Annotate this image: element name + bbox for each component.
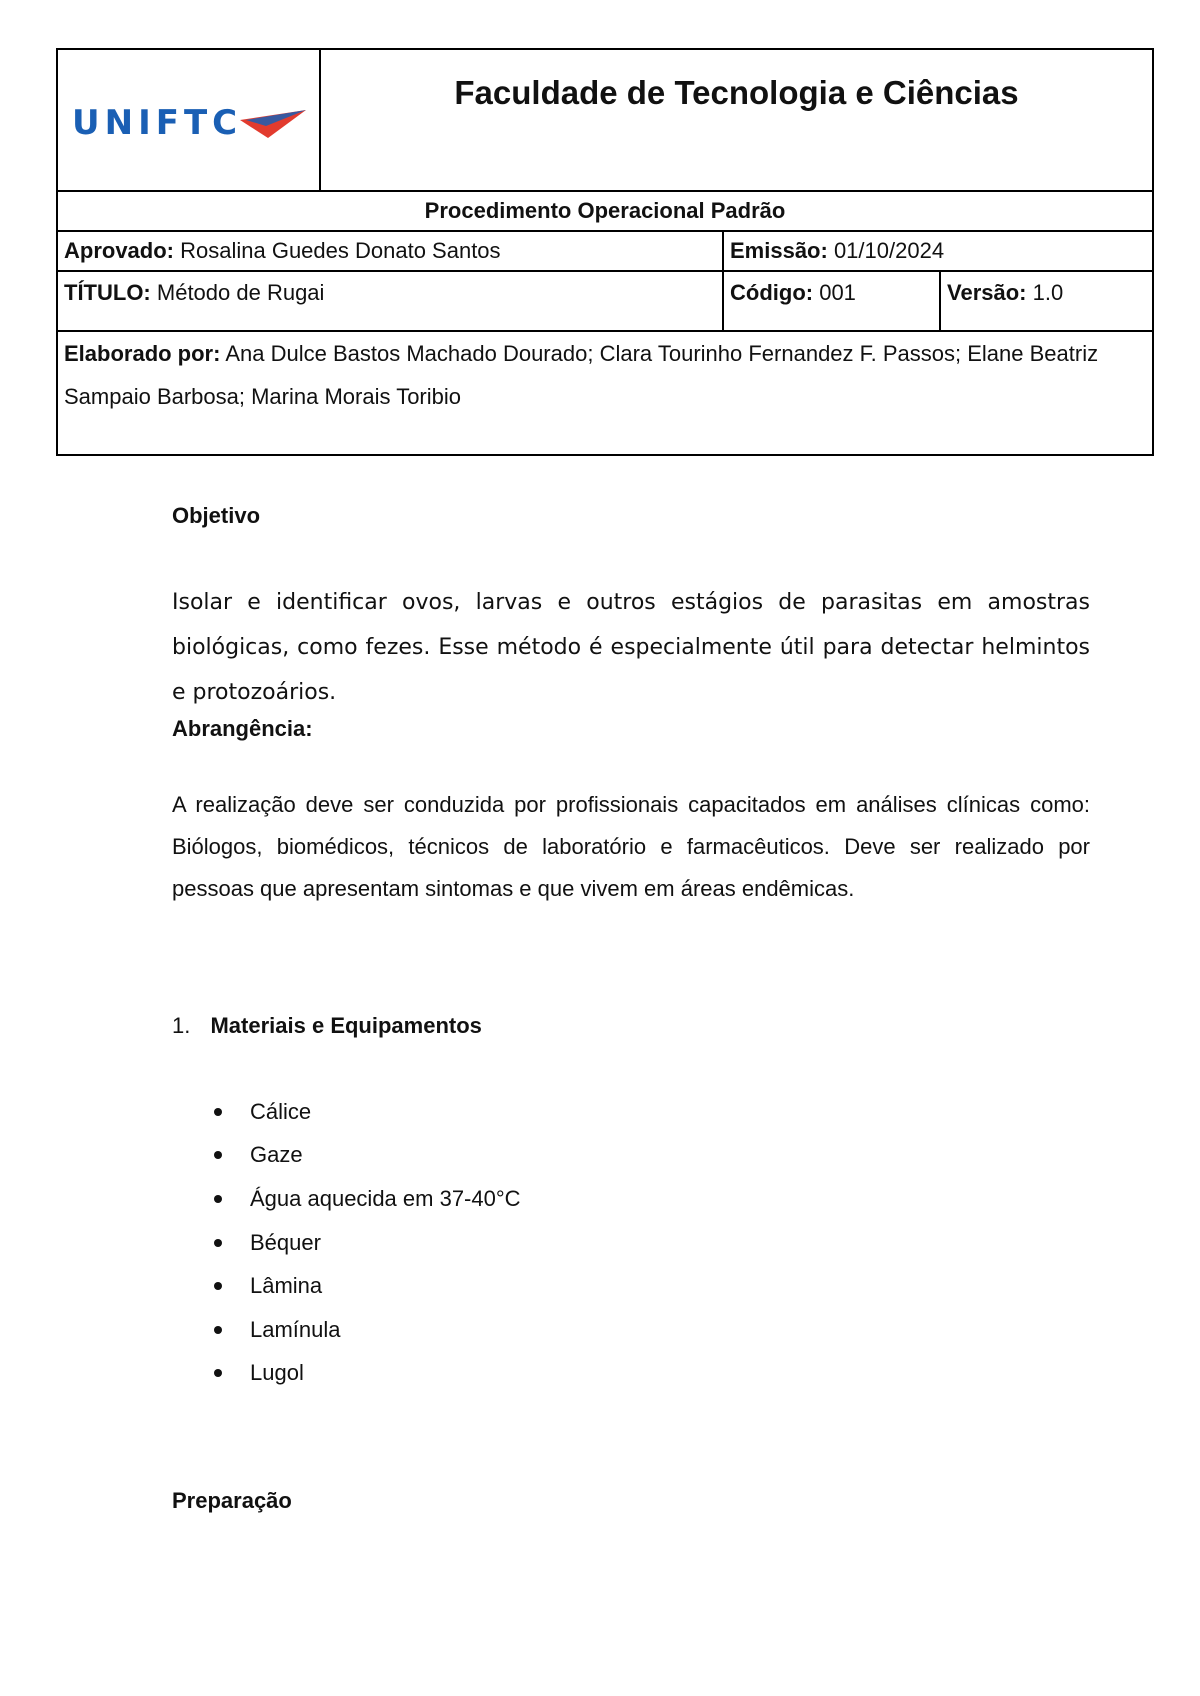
document-type: Procedimento Operacional Padrão — [57, 191, 1153, 231]
list-item-label: Cálice — [250, 1098, 312, 1124]
objetivo-heading: Objetivo — [172, 503, 261, 528]
elaborado-cell — [57, 331, 1153, 455]
bullet-icon — [214, 1369, 222, 1377]
titulo-label: TÍTULO: — [64, 280, 151, 305]
logo-arrow-icon — [240, 110, 306, 138]
titulo-cell — [57, 271, 723, 331]
list-item-label: Lâmina — [250, 1273, 323, 1299]
list-item — [200, 1090, 521, 1134]
objetivo-text: Isolar e identificar ovos, larvas e outros estágios de parasitas em amostras biológicas, como fezes. Esse método é especialmente útil para detectar helmintos e protozoários. — [172, 590, 1090, 705]
bullet-icon — [214, 1151, 222, 1159]
list-item-label: Lamínula — [250, 1316, 341, 1342]
institution-title: Faculdade de Tecnologia e Ciências — [454, 74, 1019, 111]
abrangencia-text: A realização deve ser conduzida por profissionais capacitados em análises clínicas como: Biólogos, biomédicos, técnicos de laboratório e farmacêuticos. Deve ser realizado por pessoas que apresentam sintomas e que vivem em áreas endêmicas. — [172, 792, 1090, 901]
list-item-label: Béquer — [250, 1229, 321, 1255]
codigo-value: 001 — [813, 280, 856, 305]
list-item-label: Água aquecida em 37-40°C — [250, 1185, 521, 1211]
uniftc-logo — [70, 90, 310, 150]
materiais-heading: Materiais e Equipamentos — [210, 1013, 482, 1038]
versao-cell — [940, 271, 1153, 331]
elaborado-label: Elaborado por: — [64, 341, 221, 366]
emissao-label: Emissão: — [730, 238, 828, 263]
codigo-label: Código: — [730, 280, 814, 305]
list-item-label: Gaze — [250, 1142, 303, 1168]
abrangencia-heading: Abrangência: — [172, 716, 313, 741]
list-item — [200, 1352, 521, 1396]
bullet-icon — [214, 1195, 222, 1203]
preparacao-heading: Preparação — [172, 1488, 292, 1513]
list-item-label: Lugol — [250, 1360, 304, 1386]
list-item — [200, 1134, 521, 1178]
emissao-cell — [723, 231, 1153, 271]
titulo-value: Método de Rugai — [150, 280, 325, 305]
bullet-icon — [214, 1108, 222, 1116]
list-item — [200, 1308, 521, 1352]
logo-cell — [57, 49, 320, 191]
header-table — [56, 48, 1154, 456]
aprovado-value: Rosalina Guedes Donato Santos — [174, 238, 501, 263]
versao-label: Versão: — [947, 280, 1027, 305]
list-item — [200, 1177, 521, 1221]
institution-cell — [320, 49, 1153, 191]
materiais-number: 1. — [172, 1013, 191, 1038]
emissao-value: 01/10/2024 — [827, 238, 945, 263]
logo-text: UNIFTC — [72, 103, 243, 143]
list-item — [200, 1221, 521, 1265]
bullet-icon — [214, 1282, 222, 1290]
aprovado-cell — [57, 231, 723, 271]
list-item — [200, 1264, 521, 1308]
aprovado-label: Aprovado: — [64, 238, 174, 263]
bullet-icon — [214, 1326, 222, 1334]
materiais-heading-row — [172, 1013, 482, 1039]
elaborado-value: Ana Dulce Bastos Machado Dourado; Clara Tourinho Fernandez F. Passos; Elane Beatriz Sampaio Barbosa; Marina Morais Toribio — [64, 341, 1099, 409]
bullet-icon — [214, 1239, 222, 1247]
materiais-list — [200, 1090, 521, 1395]
codigo-cell — [723, 271, 940, 331]
versao-value: 1.0 — [1026, 280, 1064, 305]
